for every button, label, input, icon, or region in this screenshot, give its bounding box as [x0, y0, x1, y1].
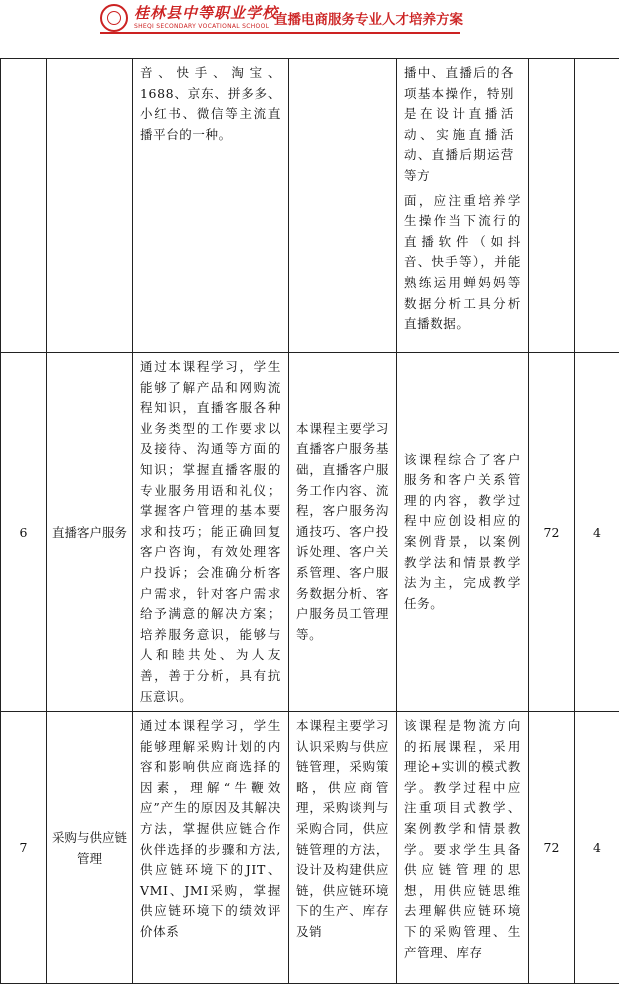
requirements-text: 该课程综合了客户服务和客户关系管理的内容，教学过程中应创设相应的案例背景，以案例教学法和情景教学法为主，完成教学任务。: [397, 446, 528, 619]
requirements-cell: [397, 59, 529, 353]
seq-cell: 7: [1, 712, 47, 984]
school-seal-icon: [100, 4, 128, 32]
objectives-text: 通过本课程学习，学生能够了解产品和网购流程知识，直播客服各种业务类型的工作要求以及接待、沟通等方面的知识；掌握直播客服的专业服务用语和礼仪；掌握客户管理的基本要求和技巧；能正确回复客户咨询，有效处理客户投诉；会准确分析客户需求，针对客户需求给予满意的解决方案；培养服务意识，能够与人和睦共处、为人友善，善于分析，具有抗压意识。: [133, 353, 288, 711]
requirements-cell: [397, 712, 529, 984]
requirements-cell: [397, 353, 529, 712]
objectives-cell: [133, 353, 289, 712]
course-name-cell: [47, 59, 133, 353]
requirements-text-continued: 面，应注重培养学生操作当下流行的直播软件（如抖音、快手等），并能熟练运用蝉妈妈等数据分析工具分析直播数据。: [397, 191, 528, 339]
course-name-cell: 采购与供应链管理: [47, 712, 133, 984]
credits-cell: 4: [575, 353, 619, 712]
hours-cell: [529, 59, 575, 353]
hours-cell: 72: [529, 712, 575, 984]
seq-cell: 6: [1, 353, 47, 712]
objectives-text: 音、快手、淘宝、1688、京东、拼多多、小红书、微信等主流直播平台的一种。: [133, 59, 288, 149]
objectives-text: 通过本课程学习，学生能够理解采购计划的内容和影响供应商选择的因素，理解“牛鞭效应”产生的原因及其解决方法，掌握供应链合作伙伴选择的步骤和方法,供应链环境下的JIT、VMI、JMI采购，掌握供应链环境下的绩效评价体系: [133, 712, 288, 947]
course-name-cell: 直播客户服务: [47, 353, 133, 712]
content-cell: [289, 712, 397, 984]
header-divider: [100, 32, 460, 34]
hours-cell: 72: [529, 353, 575, 712]
page-header: [0, 0, 619, 44]
content-cell: [289, 59, 397, 353]
content-text: [289, 202, 396, 210]
requirements-text: 播中、直播后的各项基本操作，特别是在设计直播活动、实施直播活动、直播后期运营等方: [397, 59, 528, 191]
table-row: [1, 353, 619, 712]
school-logo: [100, 2, 278, 34]
content-cell: [289, 353, 397, 712]
content-text: 本课程主要学习直播客户服务基础，直播客户服务工作内容、流程，客户服务沟通技巧、客户投诉处理、客户关系管理、客户服务数据分析、客户服务员工管理等。: [289, 415, 396, 650]
content-text: 本课程主要学习认识采购与供应链管理，采购策略，供应商管理，采购谈判与采购合同，供应链管理的方法，设计及构建供应链，供应链环境下的生产、库存及销: [289, 712, 396, 947]
objectives-cell: [133, 59, 289, 353]
objectives-cell: [133, 712, 289, 984]
document-title: 直播电商服务专业人才培养方案: [274, 8, 463, 28]
credits-cell: [575, 59, 619, 353]
course-table: [0, 58, 619, 984]
seq-cell: [1, 59, 47, 353]
school-name: 桂林县中等职业学校: [134, 6, 278, 21]
credits-cell: 4: [575, 712, 619, 984]
requirements-text: 该课程是物流方向的拓展课程，采用理论+实训的模式教学。教学过程中应注重项目式教学、案例教学和情景教学。要求学生具备供应链管理的思想，用供应链思维去理解供应链环境下的采购管理、生产管理、库存: [397, 712, 528, 967]
table-row: [1, 59, 619, 353]
school-name-en: SHEQI SECONDARY VOCATIONAL SCHOOL: [134, 24, 278, 30]
table-row: [1, 712, 619, 984]
